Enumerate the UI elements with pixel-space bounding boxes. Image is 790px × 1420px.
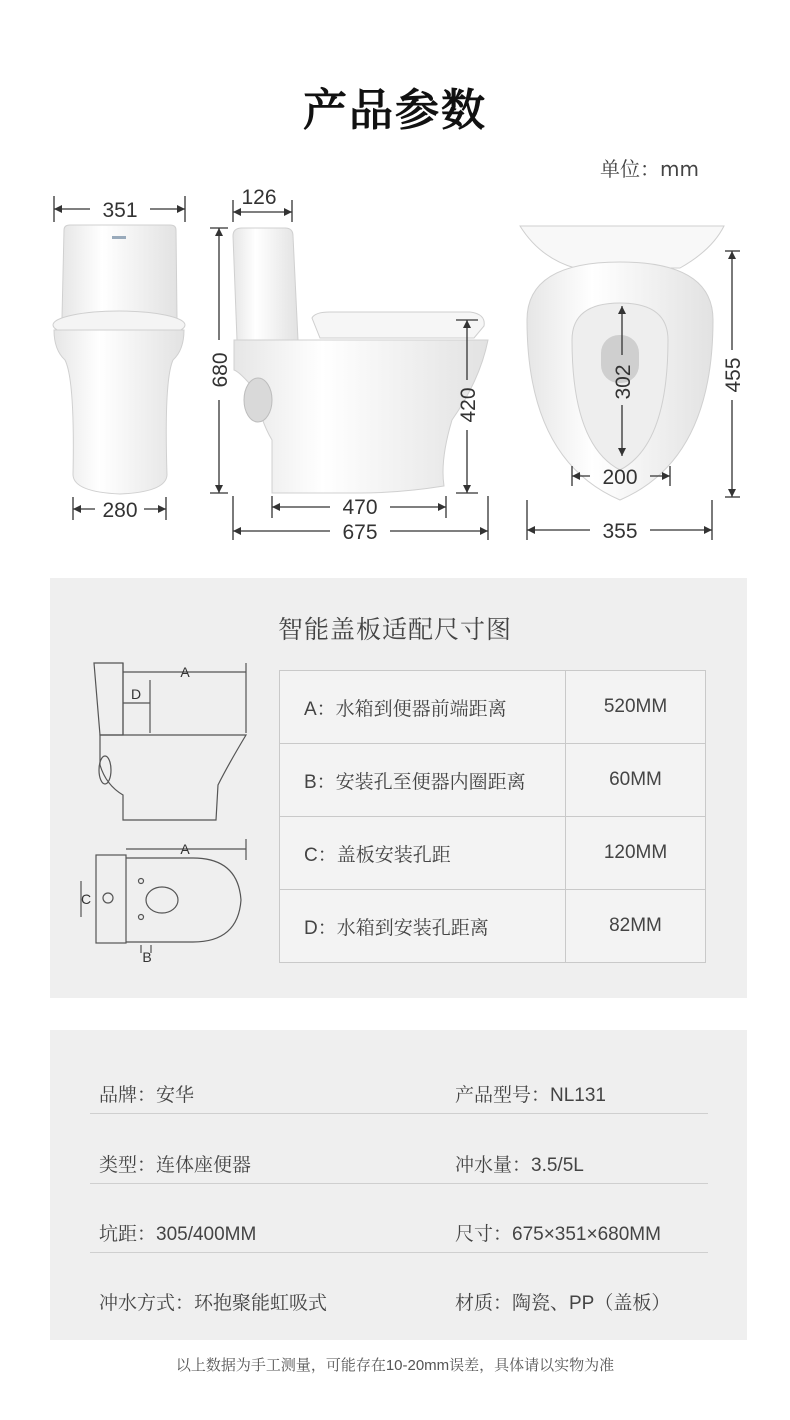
spec-flush-volume: 冲水量：3.5/5L (455, 1155, 584, 1176)
dim-tank-depth: 126 (241, 186, 277, 209)
spec-material: 材质：陶瓷、PP（盖板） (455, 1293, 671, 1314)
spec-row (90, 1252, 708, 1321)
spec-brand: 品牌：安华 (99, 1085, 195, 1106)
fit-row (280, 817, 706, 890)
fit-row-value: 60MM (566, 744, 706, 817)
fit-chart-title: 智能盖板适配尺寸图 (277, 615, 512, 644)
fit-row-label: A：水箱到便器前端距离 (280, 671, 566, 744)
spec-row (90, 1044, 708, 1114)
fit-row (280, 744, 706, 817)
spec-model: 产品型号：NL131 (455, 1085, 606, 1106)
fit-diagram (78, 655, 278, 965)
fit-label-a-bottom: A (180, 841, 190, 857)
side-toilet-illustration (233, 228, 488, 493)
front-toilet-illustration (53, 225, 185, 494)
fit-row-label: B：安装孔至便器内圈距离 (280, 744, 566, 817)
fit-row-label: C：盖板安装孔距 (280, 817, 566, 890)
dim-width-base: 280 (102, 499, 138, 522)
fit-row-value: 120MM (566, 817, 706, 890)
dim-base-length: 470 (342, 496, 378, 519)
fit-row-value: 82MM (566, 890, 706, 963)
spec-row (90, 1114, 708, 1184)
fit-label-a-top: A (180, 664, 190, 680)
front-view-diagram (0, 0, 790, 560)
dim-depth: 455 (722, 357, 745, 393)
fit-label-d: D (130, 686, 142, 702)
fit-row (280, 890, 706, 963)
dim-width-top: 351 (102, 199, 138, 222)
unit-label: 单位：mm (600, 157, 699, 181)
footnote: 以上数据为手工测量，可能存在10-20mm误差，具体请以实物为准 (175, 1357, 615, 1374)
top-toilet-illustration (520, 226, 724, 500)
fit-label-b: B (142, 949, 152, 965)
fit-row-value: 520MM (566, 671, 706, 744)
dim-total-length: 675 (342, 521, 378, 544)
fit-table (279, 670, 706, 963)
dim-height: 680 (209, 352, 232, 388)
fit-row-label: D：水箱到安装孔距离 (280, 890, 566, 963)
spec-flush-method: 冲水方式：环抱聚能虹吸式 (99, 1293, 328, 1314)
spec-row (90, 1183, 708, 1253)
fit-row (280, 671, 706, 744)
dim-seat-height: 420 (457, 387, 480, 423)
spec-type: 类型：连体座便器 (99, 1155, 252, 1176)
page-title: 产品参数 (303, 85, 487, 136)
dim-width: 355 (602, 520, 638, 543)
spec-size: 尺寸：675×351×680MM (455, 1224, 661, 1245)
fit-label-c: C (80, 891, 92, 907)
dim-bowl-length: 302 (612, 364, 635, 400)
dim-bowl-width: 200 (602, 466, 638, 489)
spec-rough-in: 坑距：305/400MM (99, 1224, 257, 1245)
